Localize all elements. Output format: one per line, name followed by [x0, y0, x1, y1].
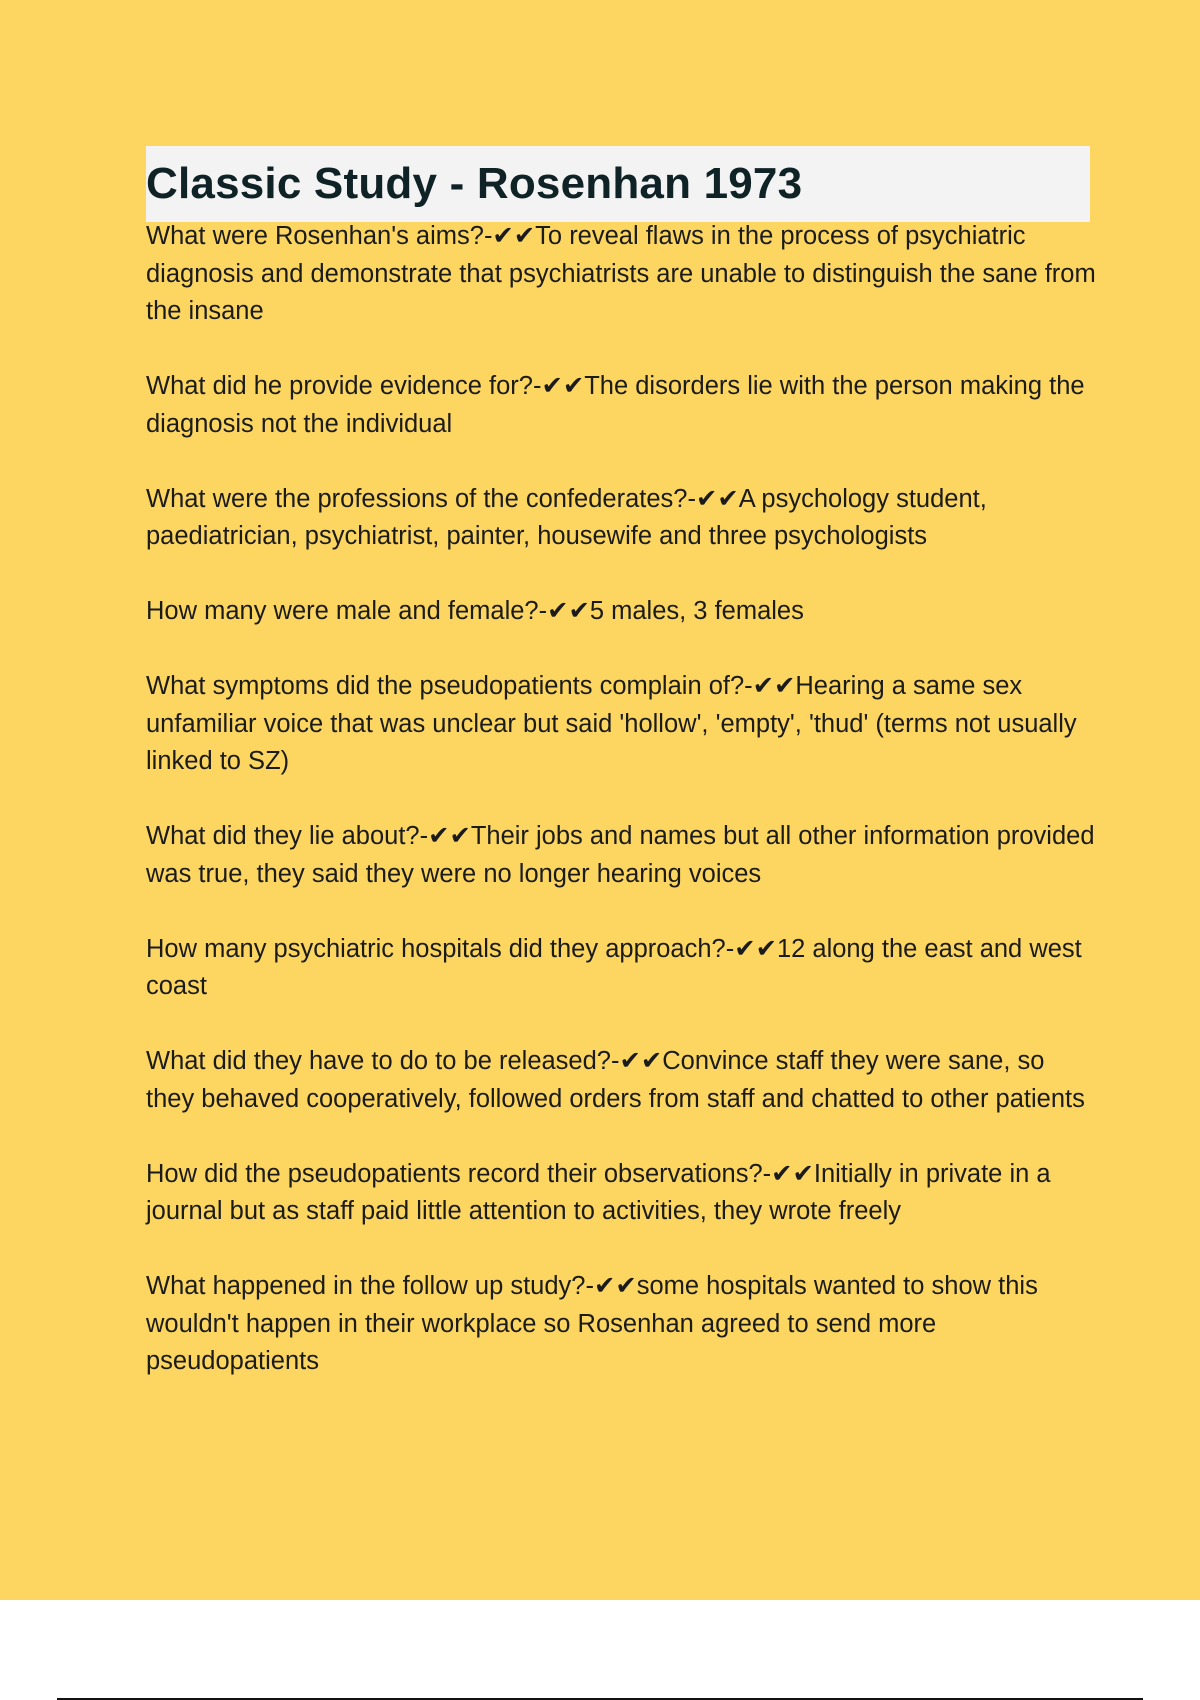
qa-item: [146, 481, 1096, 556]
answer: Convince staff they were sane, so they behaved cooperatively, followed orders from staff and chatted to other patients: [146, 1047, 1085, 1113]
question: How many were male and female?: [146, 597, 539, 625]
title-box: [146, 146, 1090, 222]
answer: 12 along the east and west coast: [146, 934, 1082, 1000]
qa-list: [146, 218, 1096, 1418]
check-separator: -✔✔: [483, 222, 536, 250]
page-title: Classic Study - Rosenhan 1973: [146, 159, 803, 208]
answer: Initially in private in a journal but as staff paid little attention to activities, they wrote freely: [146, 1159, 1051, 1225]
qa-item: [146, 931, 1096, 1006]
qa-item: [146, 218, 1096, 331]
qa-item: [146, 1156, 1096, 1231]
check-separator: -✔✔: [532, 372, 585, 400]
question: What happened in the follow up study?: [146, 1272, 586, 1300]
answer: To reveal flaws in the process of psychiatric diagnosis and demonstrate that psychiatrists are unable to distinguish the sane from the insane: [146, 222, 1096, 325]
question: What symptoms did the pseudopatients complain of?: [146, 672, 745, 700]
answer: Hearing a same sex unfamiliar voice that was unclear but said 'hollow', 'empty', 'thud' (terms not usually linked to SZ): [146, 672, 1077, 775]
check-separator: -✔✔: [538, 597, 590, 625]
qa-item: [146, 368, 1096, 443]
question: What did they have to do to be released?: [146, 1047, 611, 1075]
answer: A psychology student, paediatrician, psychiatrist, painter, housewife and three psychologists: [146, 484, 987, 550]
question: What were Rosenhan's aims?: [146, 222, 484, 250]
qa-item: [146, 1268, 1096, 1381]
question: What did they lie about?: [146, 822, 420, 850]
question: What were the professions of the confederates?: [146, 484, 688, 513]
answer: Their jobs and names but all other information provided was true, they said they were no longer hearing voices: [146, 822, 1095, 888]
check-separator: -✔✔: [585, 1272, 637, 1300]
check-separator: -✔✔: [725, 934, 777, 963]
answer: 5 males, 3 females: [589, 597, 804, 625]
check-separator: -✔✔: [419, 822, 471, 850]
question: How many psychiatric hospitals did they approach?: [146, 934, 726, 963]
qa-item: [146, 818, 1096, 893]
qa-item: [146, 668, 1096, 781]
check-separator: -✔✔: [687, 484, 739, 513]
check-separator: -✔✔: [610, 1047, 663, 1075]
check-separator: -✔✔: [744, 672, 796, 700]
qa-item: [146, 593, 1096, 631]
question: How did the pseudopatients record their observations?: [146, 1159, 763, 1188]
answer: some hospitals wanted to show this wouldn't happen in their workplace so Rosenhan agreed to send more pseudopatients: [146, 1272, 1038, 1375]
qa-item: [146, 1043, 1096, 1118]
answer: The disorders lie with the person making the diagnosis not the individual: [146, 372, 1085, 438]
question: What did he provide evidence for?: [146, 372, 533, 400]
check-separator: -✔✔: [762, 1159, 814, 1188]
